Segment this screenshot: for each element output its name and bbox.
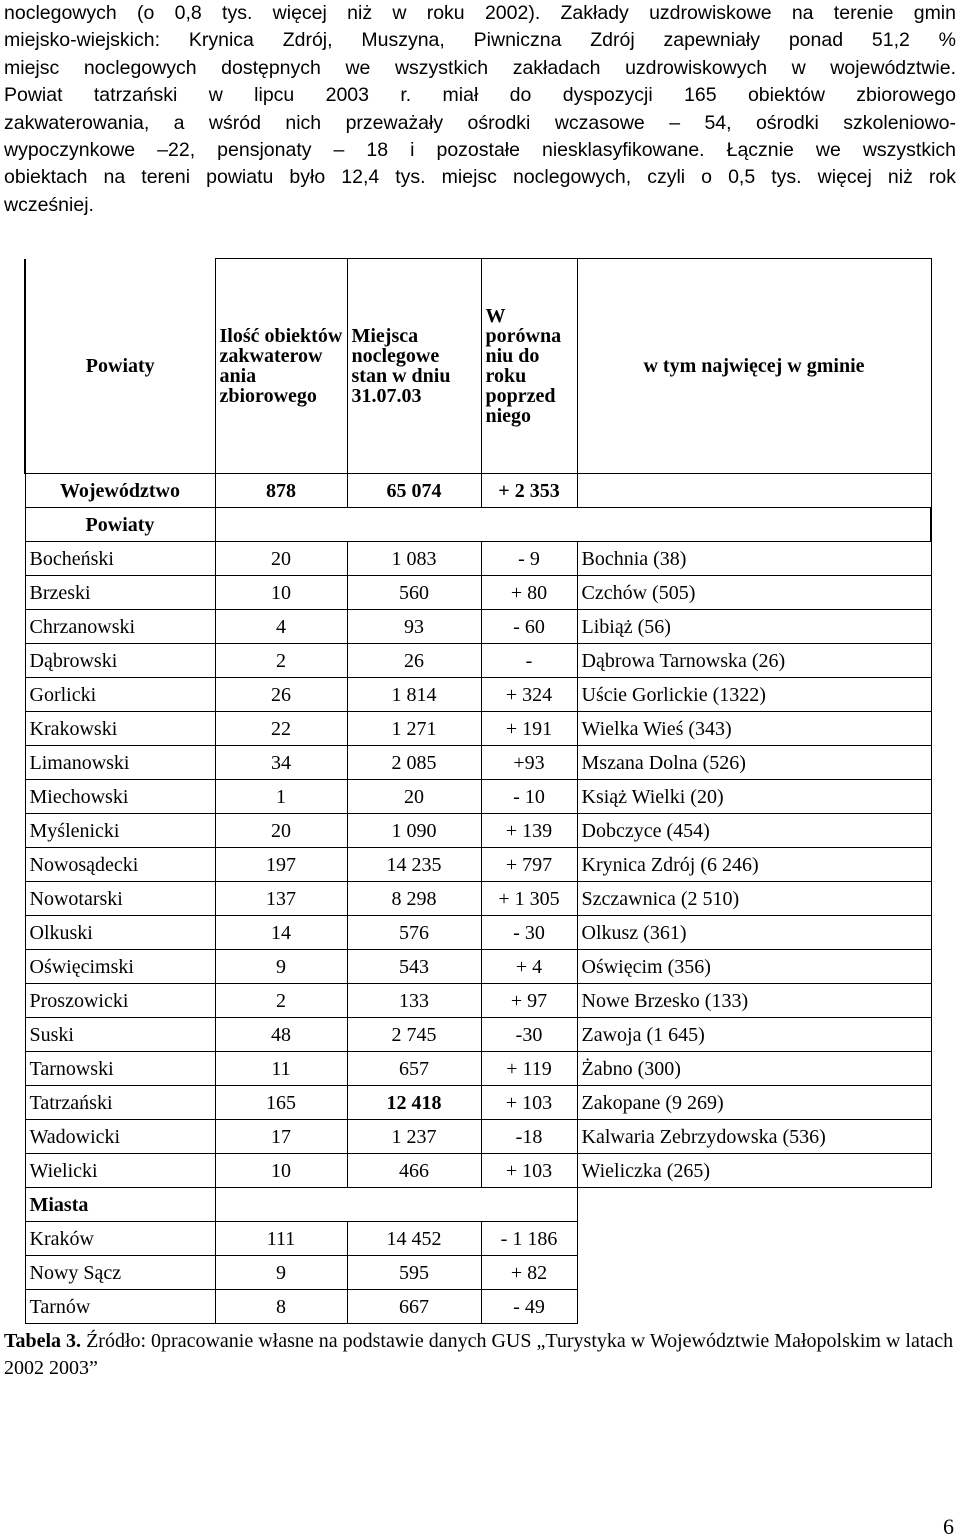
top-gmina: Krynica Zdrój (6 246) [577,848,931,882]
table-row [25,644,931,678]
change-value: + 103 [481,1154,577,1188]
header-change: W porówna niu do roku poprzed niego [481,259,577,474]
objects-count: 1 [215,780,347,814]
change-value: - [481,644,577,678]
top-gmina: Bochnia (38) [577,542,931,576]
paragraph-line: Powiat tatrzański w lipcu 2003 r. miał do dyspozycji 165 obiektów zbiorowego [4,84,956,107]
places-count: 1 083 [347,542,481,576]
empty-cell [577,474,931,508]
places-count: 1 271 [347,712,481,746]
paragraph-line: obiektach na tereni powiatu było 12,4 tys. miejsc noclegowych, czyli o 0,5 tys. więcej niż rok [4,166,956,189]
objects-count: 14 [215,916,347,950]
powiat-name: Myślenicki [25,814,215,848]
places-count: 26 [347,644,481,678]
voivodeship-change: + 2 353 [481,474,577,508]
powiat-name: Miechowski [25,780,215,814]
change-value: + 97 [481,984,577,1018]
table-row [25,1154,931,1188]
change-value: -18 [481,1120,577,1154]
places-count: 595 [347,1256,481,1290]
places-count: 93 [347,610,481,644]
places-count: 543 [347,950,481,984]
change-value: + 324 [481,678,577,712]
objects-count: 4 [215,610,347,644]
empty-cell [215,1188,577,1222]
powiat-name: Limanowski [25,746,215,780]
table-row [25,1018,931,1052]
accommodation-table [24,258,932,1324]
city-name: Kraków [25,1222,215,1256]
table-row [25,542,931,576]
top-gmina: Mszana Dolna (526) [577,746,931,780]
change-value: + 4 [481,950,577,984]
top-gmina: Libiąż (56) [577,610,931,644]
top-gmina: Kalwaria Zebrzydowska (536) [577,1120,931,1154]
paragraph-line: noclegowych (o 0,8 tys. więcej niż w roku 2002). Zakłady uzdrowiskowe na terenie gmin [4,2,956,24]
change-value: + 1 305 [481,882,577,916]
powiat-name: Chrzanowski [25,610,215,644]
places-count: 20 [347,780,481,814]
change-value: - 30 [481,916,577,950]
table-row [25,848,931,882]
top-gmina: Dąbrowa Tarnowska (26) [577,644,931,678]
table-row [25,1256,931,1290]
voivodeship-label: Województwo [25,474,215,508]
places-count: 667 [347,1290,481,1324]
objects-count: 2 [215,984,347,1018]
top-gmina: Szczawnica (2 510) [577,882,931,916]
top-gmina: Uście Gorlickie (1322) [577,678,931,712]
table-row [25,984,931,1018]
caption-text: Źródło: 0pracowanie własne na podstawie danych GUS „Turystyka w Województwie Małopolskim w latach 2002 2003” [4,1330,954,1379]
powiat-name: Dąbrowski [25,644,215,678]
powiat-name: Proszowicki [25,984,215,1018]
objects-count: 48 [215,1018,347,1052]
header-gmina: w tym najwięcej w gminie [577,259,931,474]
powiat-name: Gorlicki [25,678,215,712]
objects-count: 17 [215,1120,347,1154]
caption-label: Tabela 3. [4,1330,82,1352]
voivodeship-places: 65 074 [347,474,481,508]
change-value: -30 [481,1018,577,1052]
powiat-name: Krakowski [25,712,215,746]
powiat-name: Oświęcimski [25,950,215,984]
table-row [25,1222,931,1256]
places-count: 14 235 [347,848,481,882]
change-value: + 191 [481,712,577,746]
objects-count: 111 [215,1222,347,1256]
voivodeship-objects: 878 [215,474,347,508]
paragraph-line: zakwaterowania, a wśród nich przeważały ośrodki wczasowe – 54, ośrodki szkoleniowo- [4,111,956,134]
table-row [25,814,931,848]
section-row-miasta [25,1188,931,1222]
powiat-name: Wielicki [25,1154,215,1188]
table-row [25,1120,931,1154]
section-row-powiaty [25,508,931,542]
places-count: 2 745 [347,1018,481,1052]
table-row [25,1052,931,1086]
empty-cell [577,1222,931,1256]
change-value: + 119 [481,1052,577,1086]
table-caption [4,1328,954,1382]
places-count: 14 452 [347,1222,481,1256]
empty-cell [577,1290,931,1324]
objects-count: 11 [215,1052,347,1086]
objects-count: 165 [215,1086,347,1120]
table-row [25,576,931,610]
objects-count: 20 [215,814,347,848]
objects-count: 10 [215,1154,347,1188]
table-row [25,610,931,644]
header-powiaty: Powiaty [25,259,215,474]
change-value: - 9 [481,542,577,576]
places-count: 560 [347,576,481,610]
places-count: 1 237 [347,1120,481,1154]
empty-cell [577,1188,931,1222]
table-row [25,950,931,984]
places-count: 1 814 [347,678,481,712]
objects-count: 22 [215,712,347,746]
powiat-name: Suski [25,1018,215,1052]
objects-count: 137 [215,882,347,916]
page-number: 6 [943,1514,954,1539]
top-gmina: Zakopane (9 269) [577,1086,931,1120]
table-row [25,1290,931,1324]
empty-cell [577,1256,931,1290]
powiat-name: Brzeski [25,576,215,610]
table-row [25,1086,931,1120]
top-gmina: Książ Wielki (20) [577,780,931,814]
change-value: +93 [481,746,577,780]
section-label-powiaty: Powiaty [25,508,215,542]
city-name: Tarnów [25,1290,215,1324]
top-gmina: Olkusz (361) [577,916,931,950]
objects-count: 34 [215,746,347,780]
voivodeship-row [25,474,931,508]
powiat-name: Wadowicki [25,1120,215,1154]
top-gmina: Wieliczka (265) [577,1154,931,1188]
top-gmina: Zawoja (1 645) [577,1018,931,1052]
powiat-name: Tarnowski [25,1052,215,1086]
table-row [25,916,931,950]
change-value: - 60 [481,610,577,644]
top-gmina: Nowe Brzesko (133) [577,984,931,1018]
objects-count: 8 [215,1290,347,1324]
table-row [25,712,931,746]
top-gmina: Żabno (300) [577,1052,931,1086]
powiat-name: Nowotarski [25,882,215,916]
change-value: - 49 [481,1290,577,1324]
table-row [25,780,931,814]
section-label-miasta: Miasta [25,1188,215,1222]
powiat-name: Nowosądecki [25,848,215,882]
paragraph-line: miejsc noclegowych dostępnych we wszystkich zakładach uzdrowiskowych w województwie. [4,56,956,79]
table-row [25,882,931,916]
top-gmina: Czchów (505) [577,576,931,610]
table-row [25,746,931,780]
empty-cell [215,508,931,542]
objects-count: 9 [215,950,347,984]
change-value: - 10 [481,780,577,814]
places-count: 8 298 [347,882,481,916]
powiat-name: Bocheński [25,542,215,576]
objects-count: 26 [215,678,347,712]
objects-count: 10 [215,576,347,610]
places-count: 657 [347,1052,481,1086]
objects-count: 9 [215,1256,347,1290]
objects-count: 20 [215,542,347,576]
powiat-name: Tatrzański [25,1086,215,1120]
places-count: 1 090 [347,814,481,848]
places-count: 576 [347,916,481,950]
powiat-name: Olkuski [25,916,215,950]
places-count: 466 [347,1154,481,1188]
top-gmina: Wielka Wieś (343) [577,712,931,746]
places-count: 2 085 [347,746,481,780]
change-value: + 139 [481,814,577,848]
top-gmina: Oświęcim (356) [577,950,931,984]
change-value: + 103 [481,1086,577,1120]
header-places: Miejsca noclegowe stan w dniu 31.07.03 [347,259,481,474]
body-paragraph [4,0,956,219]
paragraph-line: wypoczynkowe –22, pensjonaty – 18 i pozostałe niesklasyfikowane. Łącznie we wszystkich [4,139,956,162]
change-value: + 80 [481,576,577,610]
table-row [25,678,931,712]
objects-count: 197 [215,848,347,882]
places-count: 12 418 [347,1086,481,1120]
paragraph-line: wcześniej. [4,193,94,216]
change-value: + 797 [481,848,577,882]
city-name: Nowy Sącz [25,1256,215,1290]
header-objects: Ilość obiektów zakwaterow ania zbiorowego [215,259,347,474]
change-value: + 82 [481,1256,577,1290]
paragraph-line: miejsko-wiejskich: Krynica Zdrój, Muszyna, Piwniczna Zdrój zapewniały ponad 51,2 % [4,29,956,52]
places-count: 133 [347,984,481,1018]
change-value: - 1 186 [481,1222,577,1256]
objects-count: 2 [215,644,347,678]
top-gmina: Dobczyce (454) [577,814,931,848]
table-header-row [25,259,931,474]
